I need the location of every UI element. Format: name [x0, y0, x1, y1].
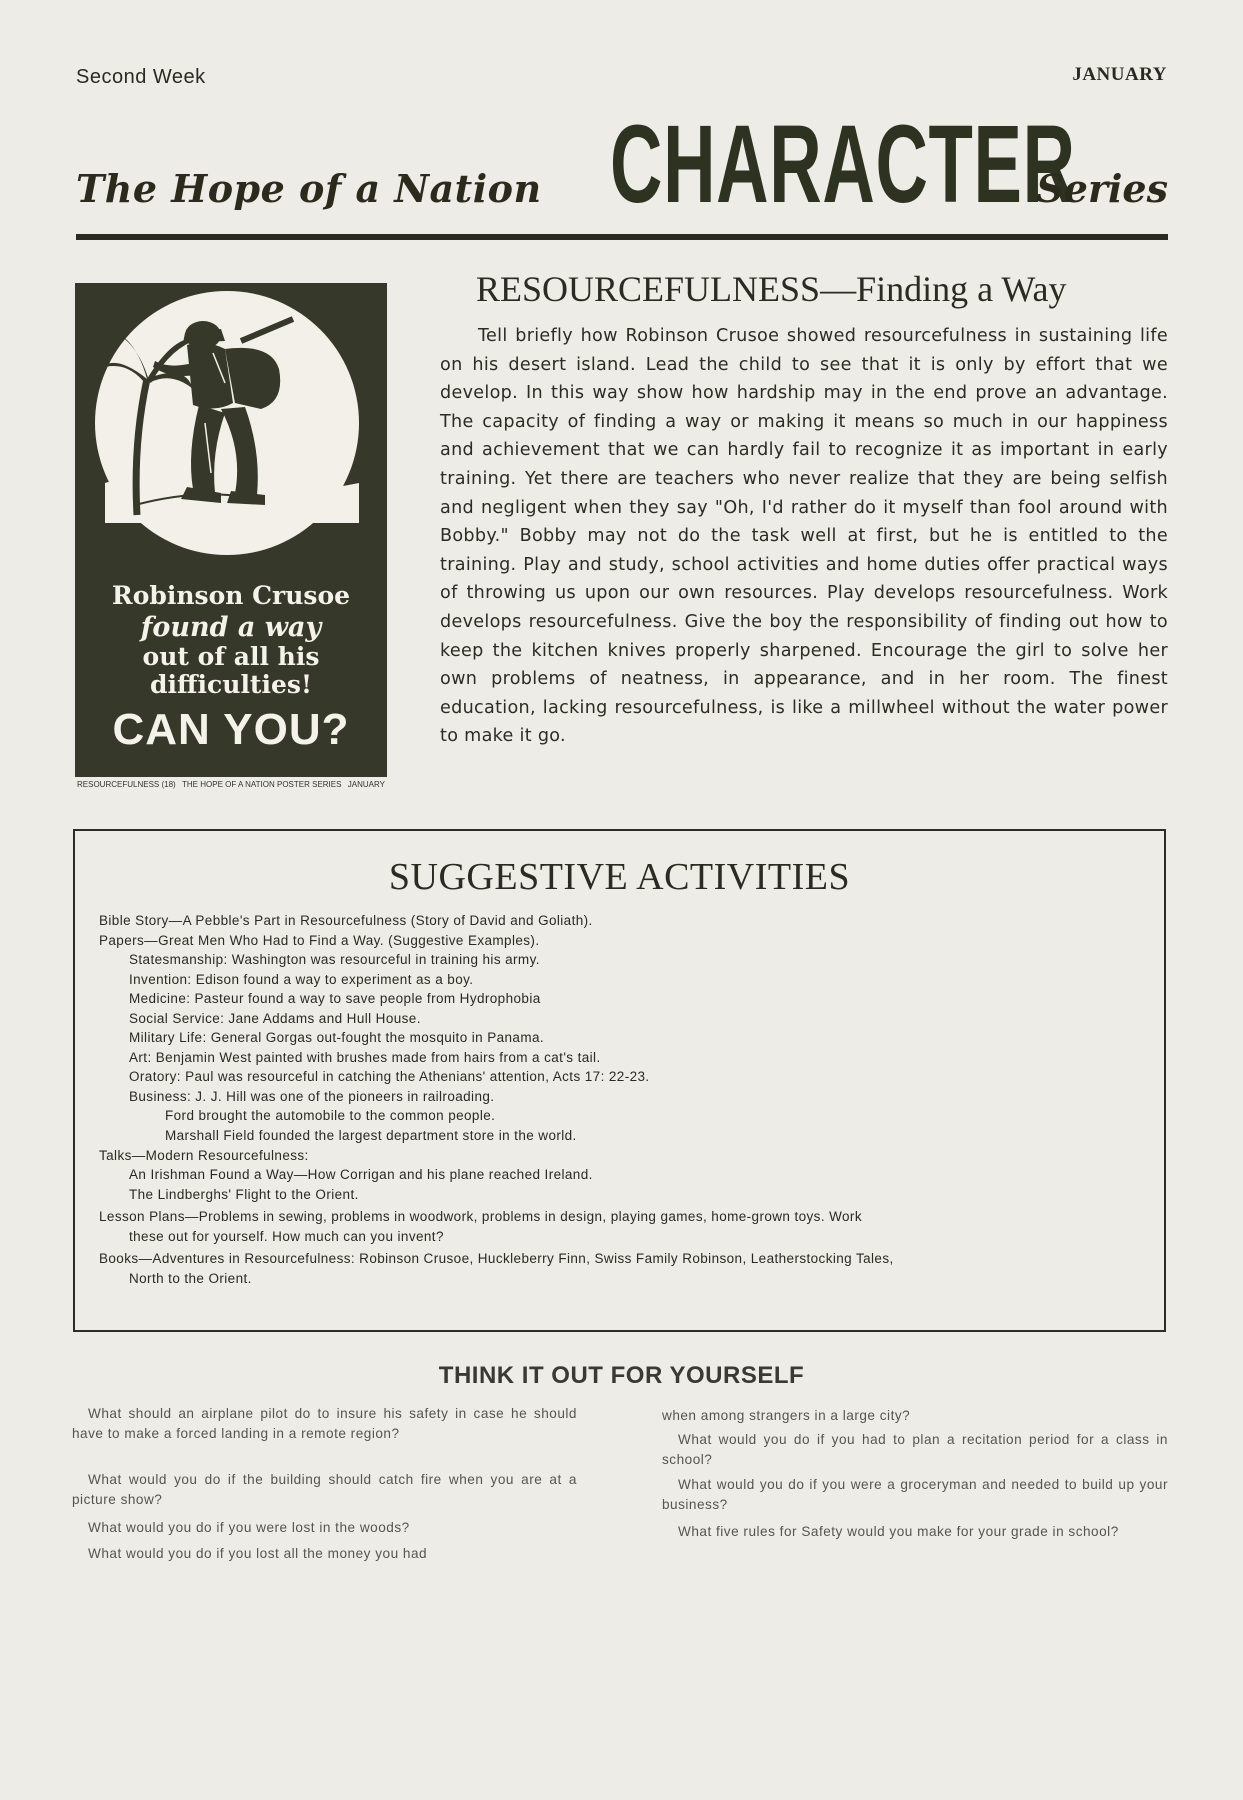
- activity-line: Medicine: Pasteur found a way to save people from Hydrophobia: [129, 991, 541, 1006]
- main-heading: RESOURCEFULNESS—Finding a Way: [476, 269, 1067, 309]
- month-label: JANUARY: [1072, 64, 1167, 85]
- poster-footer-left: RESOURCEFULNESS (18): [77, 779, 176, 789]
- question-7: What five rules for Safety would you make for your grade in school?: [678, 1524, 1119, 1539]
- activity-line: Social Service: Jane Addams and Hull House.: [129, 1011, 421, 1026]
- masthead-right: Series: [1036, 166, 1168, 211]
- activity-line: Invention: Edison found a way to experiment as a boy.: [129, 972, 474, 987]
- masthead-title: CHARACTER: [610, 103, 1076, 226]
- activity-line: Ford brought the automobile to the common people.: [165, 1108, 496, 1123]
- week-label: Second Week: [76, 66, 206, 88]
- activity-line: Oratory: Paul was resourceful in catching the Athenians' attention, Acts 17: 22-23.: [129, 1069, 650, 1084]
- activity-line: these out for yourself. How much can you invent?: [129, 1229, 444, 1244]
- poster: [75, 283, 387, 791]
- poster-line-5: CAN YOU?: [112, 705, 350, 754]
- poster-footer: [75, 777, 387, 791]
- poster-line-2: found a way: [140, 612, 322, 643]
- activities-title: SUGGESTIVE ACTIVITIES: [388, 856, 851, 898]
- activities-box: [73, 829, 1166, 1332]
- question-3: What would you do if you were lost in the woods?: [88, 1520, 410, 1535]
- activity-line: Lesson Plans—Problems in sewing, problems in woodwork, problems in design, playing games, home-grown toys. Work: [99, 1209, 862, 1224]
- poster-footer-right: JANUARY: [347, 779, 385, 789]
- question-4-cont: when among strangers in a large city?: [662, 1408, 911, 1423]
- poster-line-3: out of all his: [142, 642, 320, 671]
- activity-line: An Irishman Found a Way—How Corrigan and his plane reached Ireland.: [129, 1167, 593, 1182]
- activity-line: Military Life: General Gorgas out-fought the mosquito in Panama.: [129, 1030, 545, 1045]
- poster-line-1: Robinson Crusoe: [111, 581, 351, 610]
- question-1: What should an airplane pilot do to insure his safety in case he should have to make a forced landing in a remote region?: [72, 1406, 577, 1441]
- activity-line: Books—Adventures in Resourcefulness: Robinson Crusoe, Huckleberry Finn, Swiss Family Robinson, Leatherstocking Tales,: [99, 1251, 894, 1266]
- question-6: What would you do if you were a groceryman and needed to build up your business?: [662, 1477, 1168, 1512]
- poster-line-4: difficulties!: [150, 670, 312, 699]
- main-paragraph: Tell briefly how Robinson Crusoe showed resourcefulness in sustaining life on his desert island. Lead the child to see that it is only by effort that we develop. In this way show how hardship may in the end prove an advantage. The capacity of finding a way or making it means so much in our happiness and achievement that we can hardly fail to recognize it as important in early training. Yet there are teachers who never realize that they are being selfish and negligent when they say "Oh, I'd rather do it myself than fool around with Bobby." Bobby may not do the task well at first, but he is entitled to the training. Play and study, school activities and home duties offer practical ways of throwing us upon our own resources. Play develops resourcefulness. Work develops resourcefulness. Give the boy the responsibility of finding out how to keep the kitchen knives properly sharpened. Encourage the girl to solve her own problems of neatness, in appearance, and in her room. The finest education, lacking resourcefulness, is like a millwheel without the water power to make it go.: [440, 326, 1168, 747]
- activity-line: Papers—Great Men Who Had to Find a Way. (Suggestive Examples).: [99, 933, 540, 948]
- activity-line: The Lindberghs' Flight to the Orient.: [129, 1187, 359, 1202]
- activity-line: Statesmanship: Washington was resourceful in training his army.: [129, 952, 540, 967]
- question-2: What would you do if the building should catch fire when you are at a picture show?: [72, 1472, 577, 1507]
- activity-line: Business: J. J. Hill was one of the pioneers in railroading.: [129, 1089, 495, 1104]
- activity-line: Bible Story—A Pebble's Part in Resourcefulness (Story of David and Goliath).: [99, 913, 593, 928]
- activity-line: Art: Benjamin West painted with brushes made from hairs from a cat's tail.: [129, 1050, 601, 1065]
- masthead-left: The Hope of a Nation: [76, 166, 542, 211]
- masthead: [76, 103, 1168, 230]
- header-rule: [76, 234, 1168, 240]
- question-5: What would you do if you had to plan a recitation period for a class in school?: [662, 1432, 1168, 1467]
- poster-footer-mid: THE HOPE OF A NATION POSTER SERIES: [182, 779, 342, 789]
- question-4: What would you do if you lost all the money you had: [88, 1546, 428, 1561]
- activity-line: North to the Orient.: [129, 1271, 252, 1286]
- think-title: THINK IT OUT FOR YOURSELF: [438, 1362, 805, 1389]
- activity-line: Talks—Modern Resourcefulness:: [99, 1148, 309, 1163]
- activity-line: Marshall Field founded the largest department store in the world.: [165, 1128, 577, 1143]
